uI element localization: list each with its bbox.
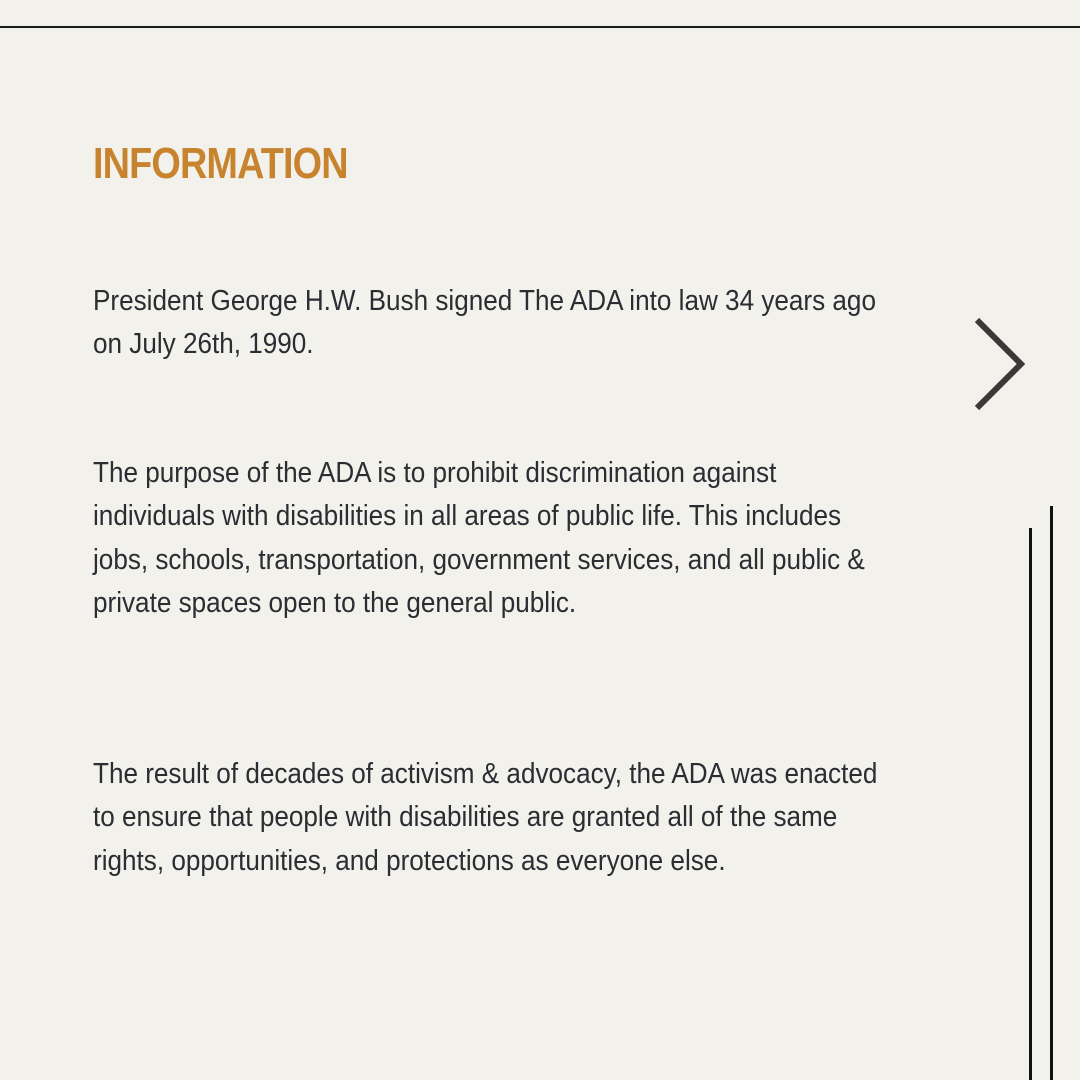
page-heading: INFORMATION bbox=[93, 139, 348, 188]
paragraph-purpose: The purpose of the ADA is to prohibit discrimination against individuals with disabilities in all areas of public life. This includes jobs, schools, transportation, government services, and all public & private spaces open to the general public. bbox=[93, 457, 865, 619]
next-slide-button[interactable] bbox=[960, 312, 1040, 418]
decorative-vertical-line-outer bbox=[1050, 506, 1053, 1080]
top-divider-line bbox=[0, 26, 1080, 28]
paragraph-signing: President George H.W. Bush signed The ADA into law 34 years ago on July 26th, 1990. bbox=[93, 285, 876, 361]
paragraph-result: The result of decades of activism & advocacy, the ADA was enacted to ensure that people with disabilities are granted all of the same rights, opportunities, and protections as everyone else. bbox=[93, 758, 878, 877]
chevron-right-icon bbox=[960, 312, 1040, 418]
decorative-vertical-line-inner bbox=[1029, 528, 1032, 1080]
